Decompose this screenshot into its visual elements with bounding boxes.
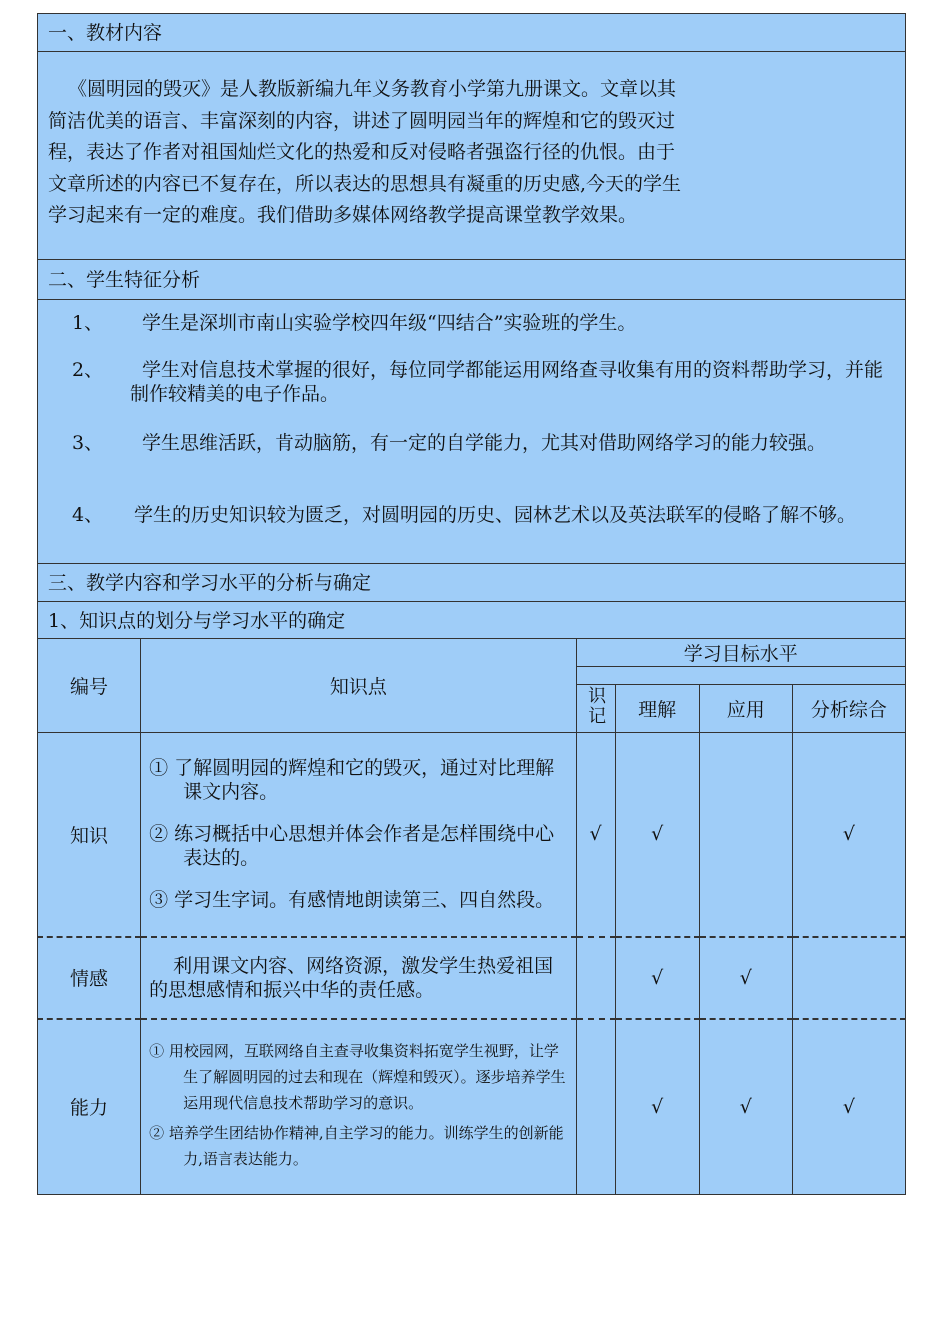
item-text: 学生是深圳市南山实验学校四年级“四结合”实验班的学生。: [142, 312, 637, 334]
section1-line: 简洁优美的语言、丰富深刻的内容，讲述了圆明园当年的辉煌和它的毁灭过: [48, 109, 676, 132]
section1-line: 学习起来有一定的难度。我们借助多媒体网络教学提高课堂教学效果。: [48, 204, 638, 226]
check-mark: √: [792, 1019, 905, 1195]
check-mark: √: [699, 937, 792, 1019]
table-row-ability: [38, 1019, 906, 1195]
item-number: 2、: [72, 359, 104, 381]
item-number: 4、: [72, 504, 104, 526]
section3-subtitle: 1、知识点的划分与学习水平的确定: [38, 601, 905, 639]
knowledge-items: [141, 733, 576, 937]
header-level-analyze: 分析综合: [792, 685, 905, 733]
section2-title: 二、学生特征分析: [38, 259, 905, 300]
section1-line: 文章所述的内容已不复存在，所以表达的思想具有凝重的历史感,今天的学生: [48, 172, 682, 195]
check-mark: √: [615, 1019, 699, 1195]
item-text: 学生思维活跃，肯动脑筋，有一定的自学能力，尤其对借助网络学习的能力较强。: [142, 432, 827, 454]
emotion-text: 利用课文内容、网络资源，激发学生热爱祖国的思想感情和振兴中华的责任感。: [141, 937, 576, 1019]
check-mark: [576, 937, 615, 1019]
header-level-apply: 应用: [699, 685, 792, 733]
section3-title: 三、教学内容和学习水平的分析与确定: [38, 563, 905, 601]
header-learning-levels: 学习目标水平: [576, 639, 905, 667]
row-label: 能力: [38, 1019, 141, 1195]
section-content-analysis: [37, 563, 906, 639]
section1-line: 程，表达了作者对祖国灿烂文化的热爱和反对侵略者强盗行径的仇恨。由于: [48, 141, 676, 163]
check-mark: [792, 937, 905, 1019]
row-label: 情感: [38, 937, 141, 1019]
item-number: 1、: [72, 312, 104, 334]
section1-body: [38, 52, 905, 232]
table-row-knowledge: [38, 733, 906, 937]
header-level-understand: 理解: [615, 685, 699, 733]
ability-item: ② 培养学生团结协作精神,自主学习的能力。训练学生的创新能力,语言表达能力。: [149, 1123, 564, 1168]
ability-items: [141, 1019, 576, 1195]
table-row-emotion: [38, 937, 906, 1019]
header-spacer: [576, 667, 905, 685]
knowledge-item: ③ 学习生字词。有感情地朗读第三、四自然段。: [149, 889, 555, 912]
section1-line: 《圆明园的毁灭》是人教版新编九年义务教育小学第九册课文。文章以其: [68, 78, 677, 100]
check-mark: √: [615, 733, 699, 937]
check-mark: [699, 733, 792, 937]
header-level-memorize: 识记: [576, 685, 615, 733]
check-mark: √: [792, 733, 905, 937]
check-mark: √: [615, 937, 699, 1019]
item-text: 学生对信息技术掌握的很好，每位同学都能运用网络查寻收集有用的资料帮助学习，并能制作较精美的电子作品。: [130, 359, 884, 405]
section1-title: 一、教材内容: [38, 14, 905, 52]
row-label: 知识: [38, 733, 141, 937]
section-textbook: [37, 13, 906, 261]
section-student-analysis: [37, 259, 906, 563]
check-mark: √: [576, 733, 615, 937]
check-mark: √: [699, 1019, 792, 1195]
header-number: 编号: [38, 639, 141, 733]
item-number: 3、: [72, 432, 104, 454]
knowledge-item: ① 了解圆明园的辉煌和它的毁灭，通过对比理解课文内容。: [149, 757, 555, 804]
ability-item: ① 用校园网，互联网络自主查寻收集资料拓宽学生视野，让学生了解圆明园的过去和现在（辉煌和毁灭）。逐步培养学生运用现代信息技术帮助学习的意识。: [149, 1041, 566, 1112]
item-text: 学生的历史知识较为匮乏，对圆明园的历史、园林艺术以及英法联军的侵略了解不够。: [134, 504, 857, 526]
knowledge-item: ② 练习概括中心思想并体会作者是怎样围绕中心表达的。: [149, 823, 555, 870]
knowledge-table: [37, 638, 906, 1195]
check-mark: [576, 1019, 615, 1195]
header-knowledge-point: 知识点: [141, 639, 576, 733]
